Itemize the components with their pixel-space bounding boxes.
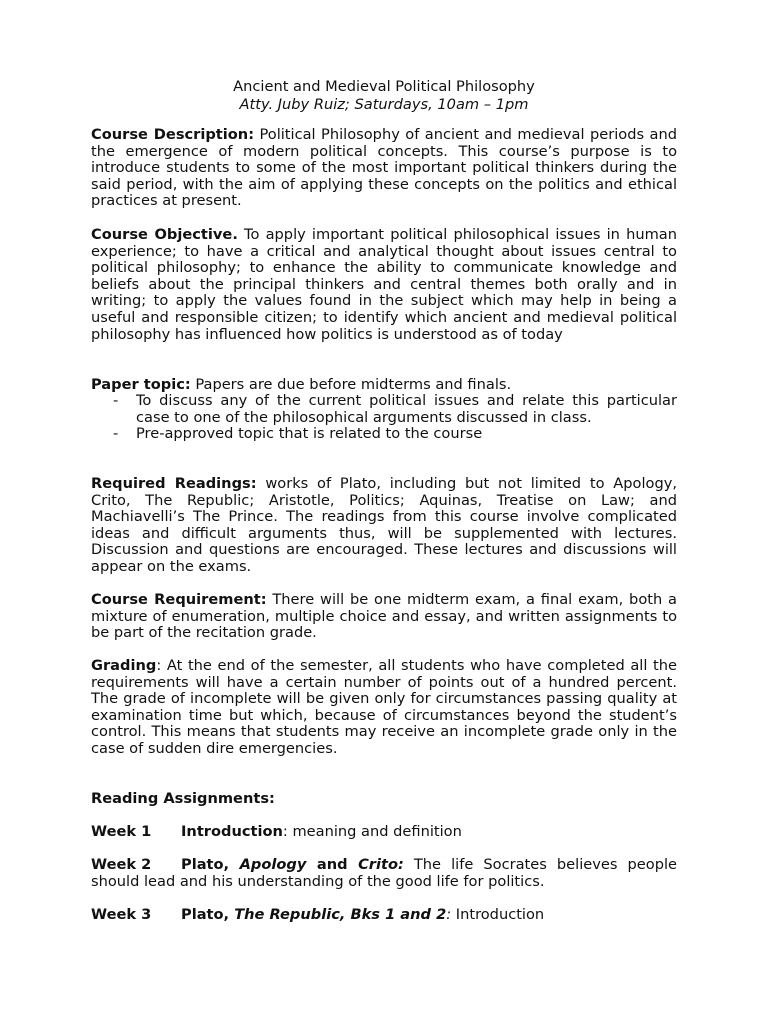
- course-objective-paragraph: [91, 227, 677, 343]
- week-description: Introduction: [451, 906, 545, 923]
- course-description-label: Course Description:: [91, 126, 255, 143]
- course-requirement-paragraph: [91, 592, 677, 642]
- grading-label: Grading: [91, 657, 157, 674]
- week-description: The life Socrates believes people should lead and his understanding of the good life for politics.: [91, 856, 677, 890]
- week-2-row: Week 2 Plato, Apology and Crito: The life Socrates believes people should lead and his understanding of the good life for politics.: [91, 856, 677, 890]
- document-header: [0, 78, 768, 114]
- required-readings-label: Required Readings:: [91, 475, 257, 492]
- week-3-row: Week 3 Plato, The Republic, Bks 1 and 2: Introduction: [91, 906, 545, 923]
- list-item: - To discuss any of the current political issues and relate this particular case to one of the philosophical arguments discussed in class.: [113, 392, 677, 426]
- course-requirement-text: There will be one midterm exam, a final exam, both a mixture of enumeration, multiple choice and essay, and written assignments to be part of the recitation grade.: [91, 591, 677, 642]
- week-1-row: [91, 824, 677, 841]
- course-objective-label: Course Objective.: [91, 226, 238, 243]
- course-objective-text: To apply important political philosophical issues in human experience; to have a critical and analytical thought about issues central to political philosophy; to enhance the ability to communicate knowledge and beliefs about the principal thinkers and central themes both orally and in writing; to apply the values found in the subject which may help in being a useful and responsible citizen; to identify which ancient and medieval political philosophy has influenced how politics is understood as of today: [91, 226, 678, 343]
- required-readings-paragraph: [91, 476, 677, 576]
- paper-topic-text: Papers are due before midterms and finals.: [190, 376, 512, 393]
- week-label: Week 2: [91, 856, 152, 873]
- reading-assignments-heading: Reading Assignments:: [91, 790, 275, 807]
- week-label: Week 3: [91, 906, 152, 923]
- list-item: - Pre-approved topic that is related to the course: [113, 425, 483, 443]
- course-requirement-label: Course Requirement:: [91, 591, 267, 608]
- grading-paragraph: [91, 658, 677, 758]
- week-label: Week 1: [91, 823, 152, 840]
- paper-topic-list: [91, 393, 677, 443]
- week-title: Introduction: [181, 823, 283, 840]
- week-description: : meaning and definition: [282, 823, 462, 840]
- course-description-text: Political Philosophy of ancient and medieval periods and the emergence of modern political concepts. This course’s purpose is to introduce students to some of the most important political thinkers during the said period, with the aim of applying these concepts on the politics and ethical practices at present.: [91, 126, 677, 210]
- paper-topic-label: Paper topic:: [91, 376, 191, 393]
- document-subtitle: Atty. Juby Ruiz; Saturdays, 10am – 1pm: [239, 96, 529, 113]
- document-title: Ancient and Medieval Political Philosophy: [233, 78, 535, 95]
- required-readings-text: works of Plato, including but not limited to Apology, Crito, The Republic; Aristotle, Politics; Aquinas, Treatise on Law; and Machiavelli’s The Prince. The readings from this course involve complicated ideas and difficult arguments thus, will be supplemented with lectures. Discussion and questions are encouraged. These lectures and discussions will appear on the exams.: [91, 475, 677, 575]
- grading-text: : At the end of the semester, all students who have completed all the requirements will have a certain number of points out of a hundred percent. The grade of incomplete will be given only for circumstances passing quality at examination time but which, because of circumstances beyond the student’s control. This means that students may receive an incomplete grade only in the case of sudden dire emergencies.: [91, 657, 677, 757]
- course-description-paragraph: [91, 127, 677, 210]
